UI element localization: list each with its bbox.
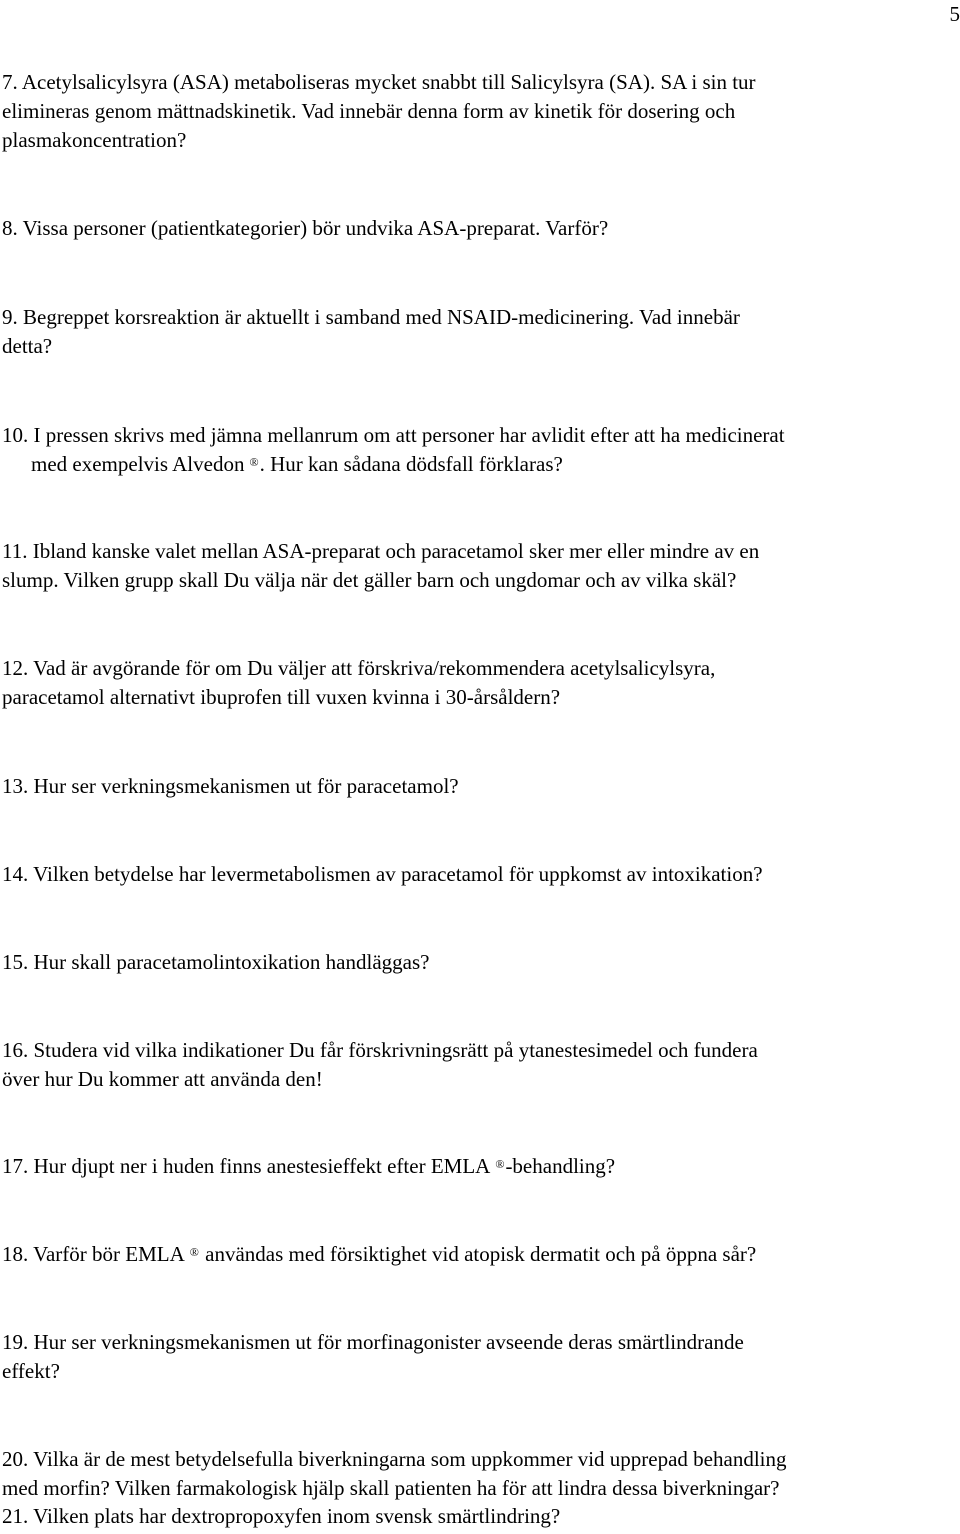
question-16-line-2: över hur Du kommer att använda den! [2,1067,323,1091]
question-17-text-end: -behandling? [505,1154,616,1178]
question-10-line-2-text: med exempelvis Alvedon [31,452,245,476]
question-7-line-3: plasmakoncentration? [2,128,187,152]
question-18-text-end: användas med försiktighet vid atopisk dermatit och på öppna sår? [199,1242,757,1266]
question-11 [2,537,952,595]
question-16-line-1: 16. Studera vid vilka indikationer Du får förskrivningsrätt på ytanestesimedel och fundera [2,1038,758,1062]
question-13 [2,772,952,801]
question-7-line-1: 7. Acetylsalicylsyra (ASA) metaboliseras mycket snabbt till Salicylsyra (SA). SA i sin tur [2,70,756,94]
page-number: 5 [949,2,960,26]
question-8 [2,214,952,243]
question-12 [2,654,952,712]
question-10-line-2-end: . Hur kan sådana dödsfall förklaras? [259,452,563,476]
question-13-line-1: 13. Hur ser verkningsmekanismen ut för paracetamol? [2,774,459,798]
question-10-line-1: 10. I pressen skrivs med jämna mellanrum om att personer har avlidit efter att ha medicinerat [2,423,785,447]
question-18 [2,1240,952,1269]
question-14-line-1: 14. Vilken betydelse har levermetabolismen av paracetamol för uppkomst av intoxikation? [2,862,763,886]
question-7 [2,68,952,155]
question-21-line-1: 21. Vilken plats har dextropropoxyfen inom svensk smärtlindring? [2,1504,561,1528]
question-9-line-2: detta? [2,334,53,358]
question-17 [2,1152,952,1181]
question-19 [2,1328,952,1386]
question-17-text: 17. Hur djupt ner i huden finns anestesieffekt efter EMLA [2,1154,491,1178]
question-11-line-2: slump. Vilken grupp skall Du välja när det gäller barn och ungdomar och av vilka skäl? [2,568,737,592]
registered-trademark-symbol: ® [189,1245,199,1259]
question-18-line-1 [2,1240,952,1269]
question-19-line-1: 19. Hur ser verkningsmekanismen ut för morfinagonister avseende deras smärtlindrande [2,1330,744,1354]
question-9 [2,303,952,361]
question-14 [2,860,952,889]
question-8-line-1: 8. Vissa personer (patientkategorier) bör undvika ASA-preparat. Varför? [2,216,609,240]
question-21 [2,1502,952,1531]
question-11-line-1: 11. Ibland kanske valet mellan ASA-preparat och paracetamol sker mer eller mindre av en [2,539,760,563]
question-20-line-1: 20. Vilka är de mest betydelsefulla biverkningarna som uppkommer vid upprepad behandling [2,1447,787,1471]
question-20 [2,1445,952,1503]
question-9-line-1: 9. Begreppet korsreaktion är aktuellt i samband med NSAID-medicinering. Vad innebär [2,305,740,329]
question-16 [2,1036,952,1094]
question-20-line-2: med morfin? Vilken farmakologisk hjälp skall patienten ha för att lindra dessa biverkningar? [2,1476,780,1500]
question-15 [2,948,952,977]
question-12-line-2: paracetamol alternativt ibuprofen till vuxen kvinna i 30-årsåldern? [2,685,561,709]
question-15-line-1: 15. Hur skall paracetamolintoxikation handläggas? [2,950,430,974]
question-18-text: 18. Varför bör EMLA [2,1242,185,1266]
registered-trademark-symbol: ® [249,455,259,469]
question-12-line-1: 12. Vad är avgörande för om Du väljer att förskriva/rekommendera acetylsalicylsyra, [2,656,716,680]
question-7-line-2: elimineras genom mättnadskinetik. Vad innebär denna form av kinetik för dosering och [2,99,736,123]
registered-trademark-symbol: ® [495,1157,505,1171]
question-10-line-2 [2,450,952,479]
question-19-line-2: effekt? [2,1359,60,1383]
question-17-line-1 [2,1152,952,1181]
question-10 [2,421,952,479]
